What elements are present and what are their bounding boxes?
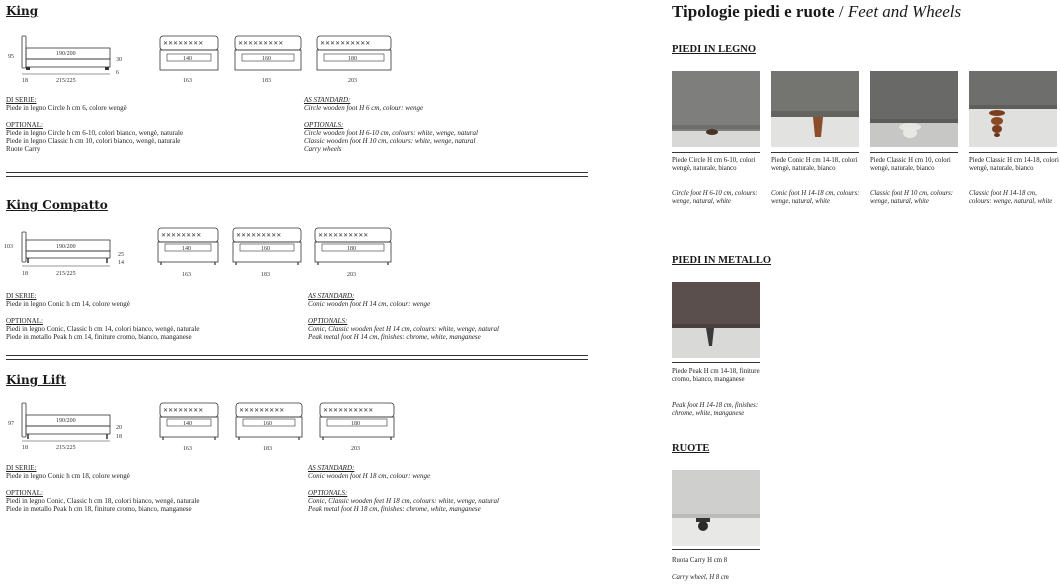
- series-text: Piede in legno Conic h cm 14, colore wengè: [6, 300, 130, 309]
- top-view-king-160: [233, 34, 303, 88]
- separator: [6, 172, 588, 173]
- svg-text:✕✕✕✕✕✕✕✕✕✕: ✕✕✕✕✕✕✕✕✕✕: [320, 40, 371, 47]
- svg-text:✕✕✕✕✕✕✕✕: ✕✕✕✕✕✕✕✕: [161, 232, 202, 239]
- top-view-compatto-160: [231, 226, 303, 280]
- photo-conic-foot: [771, 71, 859, 147]
- dim-left: 18: [22, 271, 28, 277]
- dim-base: 20: [116, 425, 122, 431]
- standard-label: AS STANDARD:: [304, 96, 351, 104]
- lift-specs-it: [6, 464, 302, 513]
- svg-text:✕✕✕✕✕✕✕✕: ✕✕✕✕✕✕✕✕: [163, 40, 204, 47]
- top-width: 183: [262, 78, 271, 84]
- king-specs-it: [6, 96, 296, 154]
- optional-line-en: Classic wooden foot H 10 cm, colours: white, wenge, natural: [304, 137, 476, 146]
- standard-label: AS STANDARD:: [308, 292, 355, 300]
- caption-classic-en: Classic foot H 10 cm, colours: wenge, natural, white: [870, 190, 954, 206]
- section-wheels: RUOTE: [672, 443, 710, 454]
- compatto-specs-en: [308, 292, 584, 341]
- dim-width: 215/225: [56, 78, 76, 84]
- top-view-lift-160: [234, 401, 304, 455]
- top-size: 140: [183, 56, 192, 62]
- series-label: DI SERIE:: [6, 292, 37, 300]
- caption-classic-tall-en: Classic foot H 14-18 cm, colours: wenge, natural, white: [969, 190, 1053, 206]
- dim-base: 25: [118, 252, 124, 258]
- optional-line: Piede in metallo Peak h cm 14, finiture cromo, bianco, manganese: [6, 333, 192, 342]
- dim-base: 30: [116, 57, 122, 63]
- dim-bed: 190/200: [56, 244, 76, 250]
- model-title-king-compatto: King Compatto: [6, 198, 108, 212]
- optional-line: Piedi in legno Conic, Classic h cm 18, colori bianco, wengè, naturale: [6, 496, 200, 505]
- optionals-label: OPTIONALS:: [308, 316, 348, 325]
- top-width: 183: [263, 446, 272, 452]
- top-size: 160: [263, 421, 272, 427]
- model-title-king-lift: King Lift: [6, 373, 66, 387]
- title-en: Feet and Wheels: [847, 2, 962, 21]
- top-width: 203: [347, 272, 356, 278]
- svg-text:✕✕✕✕✕✕✕✕: ✕✕✕✕✕✕✕✕: [163, 407, 204, 414]
- separator: [6, 355, 588, 356]
- dim-foot: 6: [116, 70, 119, 76]
- top-width: 203: [348, 78, 357, 84]
- optional-line-en: Peak metal foot H 18 cm, finishes: chrome, white, manganese: [308, 505, 481, 514]
- dim-height: 103: [4, 244, 13, 250]
- lift-specs-en: [308, 464, 584, 513]
- optional-label: OPTIONAL:: [6, 488, 43, 497]
- standard-text: Circle wooden foot H 6 cm, colour: wenge: [304, 104, 424, 113]
- series-text: Piede in legno Circle h cm 6, colore wengè: [6, 104, 127, 113]
- svg-text:✕✕✕✕✕✕✕✕✕: ✕✕✕✕✕✕✕✕✕: [238, 40, 284, 47]
- top-size: 140: [183, 421, 192, 427]
- svg-text:✕✕✕✕✕✕✕✕✕✕: ✕✕✕✕✕✕✕✕✕✕: [323, 407, 374, 414]
- optional-line-en: Circle wooden foot H 6-10 cm, colours: white, wenge, natural: [304, 128, 478, 137]
- top-size: 160: [261, 246, 270, 252]
- side-view-king-compatto: [4, 230, 134, 280]
- optional-line: Piede in metallo Peak h cm 18, finiture cromo, bianco, manganese: [6, 505, 192, 514]
- photo-classic-foot-tall: [969, 71, 1057, 147]
- top-size: 180: [348, 56, 357, 62]
- separator: [6, 176, 588, 177]
- photo-peak-foot: [672, 282, 760, 358]
- separator: [6, 359, 588, 360]
- series-label: DI SERIE:: [6, 96, 37, 104]
- dim-bed: 190/200: [56, 51, 76, 57]
- dim-foot: 18: [116, 434, 122, 440]
- top-width: 163: [183, 446, 192, 452]
- caption-carry-it: Ruota Carry H cm 8: [672, 557, 728, 564]
- caption-conic-en: Conic foot H 14-18 cm, colours: wenge, natural, white: [771, 190, 860, 206]
- top-width: 163: [182, 272, 191, 278]
- caption-conic-it: Piede Conic H cm 14-18, colori wengè, naturale, bianco: [771, 157, 858, 173]
- dim-height: 97: [8, 421, 14, 427]
- photo-divider: [672, 152, 760, 153]
- svg-text:✕✕✕✕✕✕✕✕✕✕: ✕✕✕✕✕✕✕✕✕✕: [318, 232, 369, 239]
- caption-peak-it: Piede Peak H cm 14-18, finiture cromo, bianco, manganese: [672, 368, 760, 384]
- side-view-king: [4, 34, 134, 88]
- section-metal-feet: PIEDI IN METALLO: [672, 255, 771, 266]
- top-view-lift-140: [157, 401, 221, 455]
- top-width: 163: [183, 78, 192, 84]
- photo-circle-foot: [672, 71, 760, 147]
- standard-label: AS STANDARD:: [308, 464, 355, 472]
- caption-classic-tall-it: Piede Classic H cm 14-18, colori wengè, naturale, bianco: [969, 157, 1059, 173]
- photo-divider: [771, 152, 859, 153]
- dim-bed: 190/200: [56, 418, 76, 424]
- optional-label: OPTIONAL:: [6, 316, 43, 325]
- optional-line: Piedi in legno Conic, Classic h cm 14, colori bianco, wengè, naturale: [6, 324, 200, 333]
- top-size: 160: [262, 56, 271, 62]
- compatto-specs-it: [6, 292, 302, 341]
- svg-text:✕✕✕✕✕✕✕✕✕: ✕✕✕✕✕✕✕✕✕: [236, 232, 282, 239]
- optionals-label: OPTIONALS:: [308, 488, 348, 497]
- top-view-king-140: [157, 34, 221, 88]
- optional-line-en: Carry wheels: [304, 145, 342, 154]
- top-view-compatto-180: [313, 226, 393, 280]
- optional-line-en: Conic, Classic wooden feet H 18 cm, colours: white, wenge, natural: [308, 496, 499, 505]
- caption-circle-it: Piede Circle H cm 6-10, colori wengè, naturale, bianco: [672, 157, 756, 173]
- top-view-king-180: [315, 34, 393, 88]
- top-view-lift-180: [318, 401, 396, 455]
- optional-line-en: Conic, Classic wooden feet H 14 cm, colours: white, wenge, natural: [308, 324, 499, 333]
- title-it: Tipologie piedi e ruote: [672, 2, 835, 21]
- dim-left: 18: [22, 78, 28, 84]
- dim-height: 95: [8, 54, 14, 60]
- caption-peak-en: Peak foot H 14-18 cm, finishes: chrome, white, manganese: [672, 402, 759, 418]
- photo-divider: [870, 152, 958, 153]
- optional-line-en: Peak metal foot H 14 cm, finishes: chrome, white, manganese: [308, 333, 481, 342]
- side-view-king-lift: [4, 401, 134, 455]
- top-size: 180: [347, 246, 356, 252]
- svg-text:✕✕✕✕✕✕✕✕✕: ✕✕✕✕✕✕✕✕✕: [239, 407, 285, 414]
- optionals-label: OPTIONALS:: [304, 120, 344, 129]
- series-text: Piede in legno Conic h cm 18, colore wengè: [6, 472, 130, 481]
- dim-left: 18: [22, 445, 28, 451]
- dim-foot: 14: [118, 260, 124, 266]
- photo-divider: [969, 152, 1057, 153]
- top-view-compatto-140: [155, 226, 221, 280]
- king-specs-en: [304, 96, 584, 154]
- section-wood-feet: PIEDI IN LEGNO: [672, 44, 757, 55]
- caption-circle-en: Circle foot H 6-10 cm, colours: wenge, natural, white: [672, 190, 758, 206]
- model-title-king: King: [6, 4, 39, 18]
- top-size: 180: [351, 421, 360, 427]
- optional-label: OPTIONAL:: [6, 120, 43, 129]
- dim-width: 215/225: [56, 445, 76, 451]
- standard-text: Conic wooden foot H 14 cm, colour: wenge: [308, 300, 431, 309]
- optional-line: Piede in legno Classic h cm 10, colori bianco, wengè, naturale: [6, 137, 181, 146]
- photo-divider: [672, 549, 760, 550]
- top-width: 203: [351, 446, 360, 452]
- caption-carry-en: Carry wheel, H 8 cm: [672, 574, 729, 581]
- standard-text: Conic wooden foot H 18 cm, colour: wenge: [308, 472, 431, 481]
- page-title: [672, 2, 961, 22]
- dim-width: 215/225: [56, 271, 76, 277]
- series-label: DI SERIE:: [6, 464, 37, 472]
- title-separator: /: [834, 2, 848, 21]
- photo-carry-wheel: [672, 470, 760, 546]
- optional-line: Ruote Carry: [6, 145, 41, 154]
- top-width: 183: [261, 272, 270, 278]
- caption-classic-it: Piede Classic H cm 10, colori wengè, naturale, bianco: [870, 157, 951, 173]
- top-size: 140: [182, 246, 191, 252]
- photo-divider: [672, 362, 760, 363]
- optional-line: Piede in legno Circle h cm 6-10, colori bianco, wengè, naturale: [6, 128, 184, 137]
- photo-classic-foot: [870, 71, 958, 147]
